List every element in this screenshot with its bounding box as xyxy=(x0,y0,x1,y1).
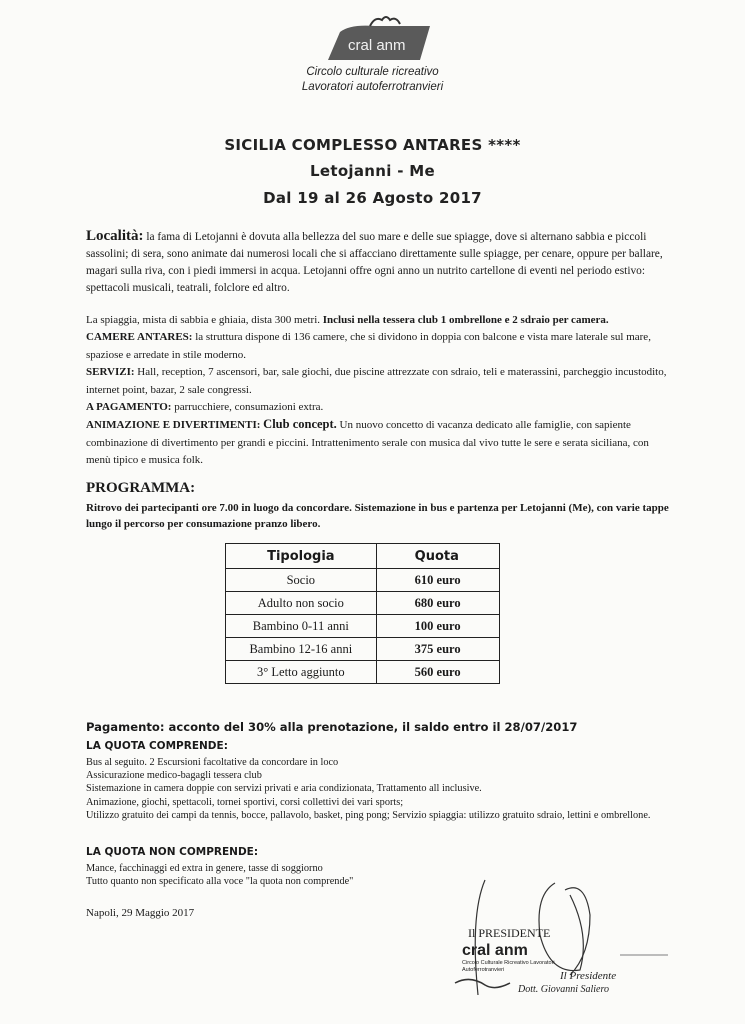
non-comprende-label: LA QUOTA NON COMPRENDE: xyxy=(86,846,259,858)
programma-label: PROGRAMMA: xyxy=(86,480,196,496)
list-item: Assicurazione medico-bagagli tessera club xyxy=(86,770,262,782)
price-table xyxy=(225,543,500,684)
comprende-label: LA QUOTA COMPRENDE: xyxy=(86,740,228,752)
signature-stamp xyxy=(440,875,670,1000)
table-row xyxy=(226,615,500,638)
row-price: 560 euro xyxy=(376,661,499,684)
animazione-label: ANIMAZIONE E DIVERTIMENTI: xyxy=(86,419,261,432)
row-type: Bambino 0-11 anni xyxy=(226,615,377,638)
title-line-3: Dal 19 al 26 Agosto 2017 xyxy=(263,189,482,207)
pagamento-extra-text: parrucchiere, consumazioni extra. xyxy=(174,401,324,414)
servizi-label: SERVIZI: xyxy=(86,366,135,379)
localita-text: la fama di Letojanni è dovuta alla bellezza del suo mare e delle sue spiagge, dove si alternano sabbia e piccoli sassolini; di sera, sono animate dai numerosi locali che si affacciano direttamente sulle spiagge, per cenare, oppure per ballare, magari sulla riva, con i piedi immersi in acqua. Letojanni offre ogni anno un nutrito cartellone di eventi nel periodo estivo: spettacoli musicali, teatrali, folclore ed altro. xyxy=(86,231,663,294)
cral-logo xyxy=(320,14,440,64)
camere-line xyxy=(86,329,676,364)
svg-text:cral anm: cral anm xyxy=(462,942,528,959)
pagamento-extra-label: A PAGAMENTO: xyxy=(86,401,172,414)
list-item: Tutto quanto non specificato alla voce "la quota non comprende" xyxy=(86,876,354,888)
servizi-line xyxy=(86,364,676,399)
comprende-list xyxy=(86,756,676,822)
pagamento-extra-line xyxy=(86,399,676,416)
table-row xyxy=(226,638,500,661)
row-type: Adulto non socio xyxy=(226,592,377,615)
animazione-text: Un nuovo concetto di vacanza dedicato alle famiglie, con sapiente combinazione di divertimento per grandi e piccini. Intrattenimento serale con musica dal vivo tutte le sere e serata siciliana, con menù tipico e musica folk. xyxy=(86,419,649,467)
header-quota: Quota xyxy=(376,544,499,569)
svg-text:Autoferrotranvieri: Autoferrotranvieri xyxy=(462,967,505,973)
place-date: Napoli, 29 Maggio 2017 xyxy=(86,907,195,919)
localita-paragraph xyxy=(86,228,676,297)
pagamento-line: Pagamento: acconto del 30% alla prenotazione, il saldo entro il 28/07/2017 xyxy=(86,720,578,734)
servizi-text: Hall, reception, 7 ascensori, bar, sale giochi, due piscine attrezzate con sdraio, teli e materassini, parcheggio incustodito, internet point, bazar, 2 sale congressi. xyxy=(86,366,667,396)
details-block xyxy=(86,312,676,470)
svg-text:cral anm: cral anm xyxy=(348,37,406,54)
row-price: 680 euro xyxy=(376,592,499,615)
table-header-row xyxy=(226,544,500,569)
spiaggia-text: La spiaggia, mista di sabbia e ghiaia, dista 300 metri. xyxy=(86,314,320,326)
spiaggia-line xyxy=(86,312,676,329)
list-item: Utilizzo gratuito dei campi da tennis, bocce, pallavolo, basket, ping pong; Servizio spiaggia: utilizzo gratuito sdraio, lettini e ombrellone. xyxy=(86,809,651,821)
table-row xyxy=(226,592,500,615)
spiaggia-bold: Inclusi nella tessera club 1 ombrellone e 2 sdraio per camera. xyxy=(322,314,609,326)
list-item: Sistemazione in camera doppie con servizi privati e aria condizionata, Trattamento all inclusive. xyxy=(86,783,482,795)
row-price: 375 euro xyxy=(376,638,499,661)
table-row xyxy=(226,569,500,592)
list-item: Bus al seguito. 2 Escursioni facoltative da concordare in loco xyxy=(86,757,339,768)
org-line-2: Lavoratori autoferrotranvieri xyxy=(301,81,444,93)
camere-text: la struttura dispone di 136 camere, che si dividono in doppia con balcone e vista mare laterale sul mare, spaziose e arredate in stile moderno. xyxy=(86,331,651,361)
header-tipologia: Tipologia xyxy=(226,544,377,569)
row-price: 100 euro xyxy=(376,615,499,638)
svg-text:Circolo Culturale Ricreativo L: Circolo Culturale Ricreativo Lavoratori xyxy=(462,960,555,966)
list-item: Mance, facchinaggi ed extra in genere, tasse di soggiorno xyxy=(86,863,323,874)
org-line-1: Circolo culturale ricreativo xyxy=(306,66,439,78)
row-type: 3° Letto aggiunto xyxy=(226,661,377,684)
programma-text: Ritrovo dei partecipanti ore 7.00 in luogo da concordare. Sistemazione in bus e partenza per Letojanni (Me), con varie tappe lungo il percorso per consumazione pranzo libero. xyxy=(86,502,669,530)
animazione-line xyxy=(86,416,676,469)
list-item: Animazione, giochi, spettacoli, tornei sportivi, corsi collettivi dei vari sports; xyxy=(86,796,404,808)
title-line-1: SICILIA COMPLESSO ANTARES **** xyxy=(224,136,521,154)
animazione-bold: Club concept. xyxy=(263,417,337,432)
row-price: 610 euro xyxy=(376,569,499,592)
row-type: Socio xyxy=(226,569,377,592)
title-line-2: Letojanni - Me xyxy=(310,162,435,180)
camere-label: CAMERE ANTARES: xyxy=(86,331,193,344)
svg-text:Il PRESIDENTE: Il PRESIDENTE xyxy=(468,926,551,940)
row-type: Bambino 12-16 anni xyxy=(226,638,377,661)
svg-text:Il Presidente: Il Presidente xyxy=(560,970,617,982)
svg-text:Dott. Giovanni Saliero: Dott. Giovanni Saliero xyxy=(518,984,610,995)
table-row xyxy=(226,661,500,684)
localita-label: Località: xyxy=(86,228,144,244)
